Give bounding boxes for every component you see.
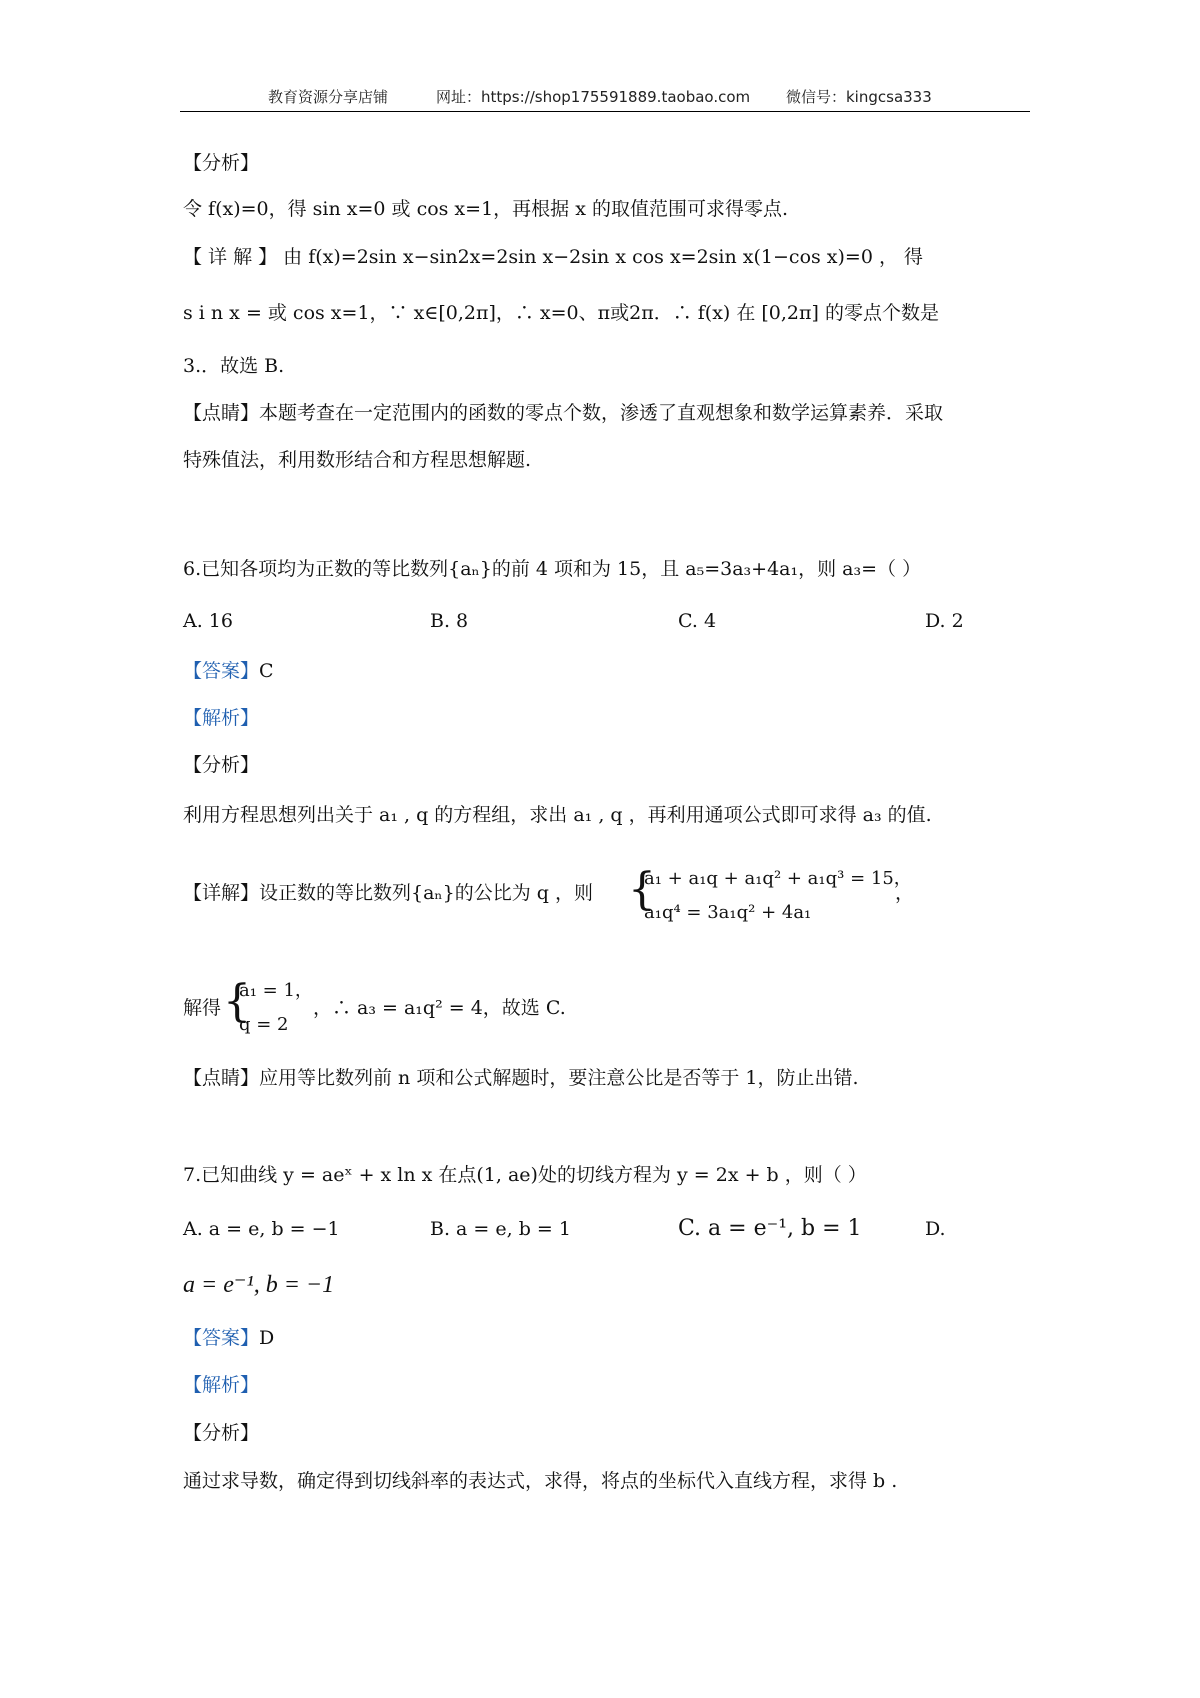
system-row-1: a₁ + a₁q + a₁q² + a₁q³ = 15， — [644, 868, 912, 889]
solution-row-1: a₁ = 1， — [239, 980, 313, 1001]
q6-stem: 6.已知各项均为正数的等比数列{aₙ}的前 4 项和为 15，且 a₅=3a₃+4a₁，则 a₃=（ ） — [183, 558, 922, 580]
q6-xiangjie-label: 【详解】 — [183, 882, 260, 904]
q7-option-b: B. a = e, b = 1 — [430, 1218, 571, 1240]
q5-xiangjie-label: 【 详 解 】 — [183, 246, 278, 268]
q6-answer-value: C — [259, 660, 274, 682]
solution-brace: { — [223, 976, 251, 1027]
header-shop-name: 教育资源分享店铺 — [268, 88, 389, 106]
q7-answer-label: 【答案】 — [183, 1327, 260, 1349]
q6-option-a: A. 16 — [183, 610, 233, 632]
q6-answer-label: 【答案】 — [183, 660, 260, 682]
q6-option-c: C. 4 — [678, 610, 717, 632]
q6-equation-system — [628, 860, 912, 930]
q7-fenxi-text: 通过求导数，确定得到切线斜率的表达式，求得，将点的坐标代入直线方程，求得 b . — [183, 1470, 898, 1492]
q6-xiangjie-text: 设正数的等比数列{aₙ}的公比为 q ，则 — [259, 882, 593, 904]
q5-xiangjie-line1 — [183, 244, 923, 270]
q7-option-d: D. — [925, 1218, 946, 1240]
q7-option-c: C. a = e⁻¹, b = 1 — [678, 1216, 862, 1241]
q6-jiede-label: 解得 — [183, 997, 222, 1019]
q7-option-a: A. a = e, b = −1 — [183, 1218, 340, 1240]
q5-dianjing-line1 — [183, 400, 943, 426]
q5-xiangjie-line2: s i n x = 或 cos x=1，∵ x∈[0,2π]，∴ x=0、π或2π．∴ f(x) 在 [0,2π] 的零点个数是 — [183, 302, 939, 324]
q7-fenxi-label: 【分析】 — [183, 1422, 260, 1444]
q6-fenxi-label: 【分析】 — [183, 754, 260, 776]
q5-xiangjie-line3: 3.．故选 B. — [183, 355, 285, 377]
q6-fenxi-text: 利用方程思想列出关于 a₁ , q 的方程组，求出 a₁ , q ，再利用通项公式即可求得 a₃ 的值. — [183, 804, 932, 826]
q7-jiexi-label: 【解析】 — [183, 1374, 260, 1396]
q6-system-comma: ， — [895, 882, 915, 904]
q6-answer-line — [183, 658, 274, 684]
system-brace: { — [628, 864, 656, 915]
q7-option-d-value: a = e⁻¹, b = −1 — [183, 1272, 335, 1298]
q7-stem: 7.已知曲线 y = aeˣ + x ln x 在点(1, ae)处的切线方程为 y = 2x + b ，则（ ） — [183, 1164, 867, 1186]
q5-dianjing-label: 【点睛】 — [183, 402, 260, 424]
header-rule — [180, 111, 1030, 112]
system-row-2: a₁q⁴ = 3a₁q² + 4a₁ — [644, 902, 812, 923]
q5-fenxi-text: 令 f(x)=0，得 sin x=0 或 cos x=1，再根据 x 的取值范围可求得零点. — [183, 198, 788, 220]
q6-dianjing-label: 【点睛】 — [183, 1067, 260, 1089]
page-header — [180, 86, 1030, 112]
q7-answer-value: D — [259, 1327, 275, 1349]
header-wechat: 微信号：kingcsa333 — [786, 88, 932, 106]
q6-solution-tail: ，∴ a₃ = a₁q² = 4，故选 C. — [313, 997, 566, 1019]
q6-xiangjie-line — [183, 880, 593, 906]
q7-answer-line — [183, 1325, 274, 1351]
q6-option-b: B. 8 — [430, 610, 469, 632]
q5-dianjing-line2: 特殊值法，利用数形结合和方程思想解题. — [183, 449, 532, 471]
q5-xiangjie-text1: 由 f(x)=2sin x−sin2x=2sin x−2sin x cos x=2sin x(1−cos x)=0 ， 得 — [283, 246, 924, 268]
header-url: 网址：https://shop175591889.taobao.com — [436, 88, 751, 106]
q5-dianjing-text1: 本题考查在一定范围内的函数的零点个数，渗透了直观想象和数学运算素养．采取 — [259, 402, 944, 424]
q5-fenxi-label: 【分析】 — [183, 152, 260, 174]
q6-option-d: D. 2 — [925, 610, 964, 632]
q6-dianjing-text: 应用等比数列前 n 项和公式解题时，要注意公比是否等于 1，防止出错. — [259, 1067, 859, 1089]
solution-row-2: q = 2 — [239, 1014, 289, 1035]
q6-jiexi-label: 【解析】 — [183, 707, 260, 729]
q6-dianjing-line — [183, 1065, 859, 1091]
